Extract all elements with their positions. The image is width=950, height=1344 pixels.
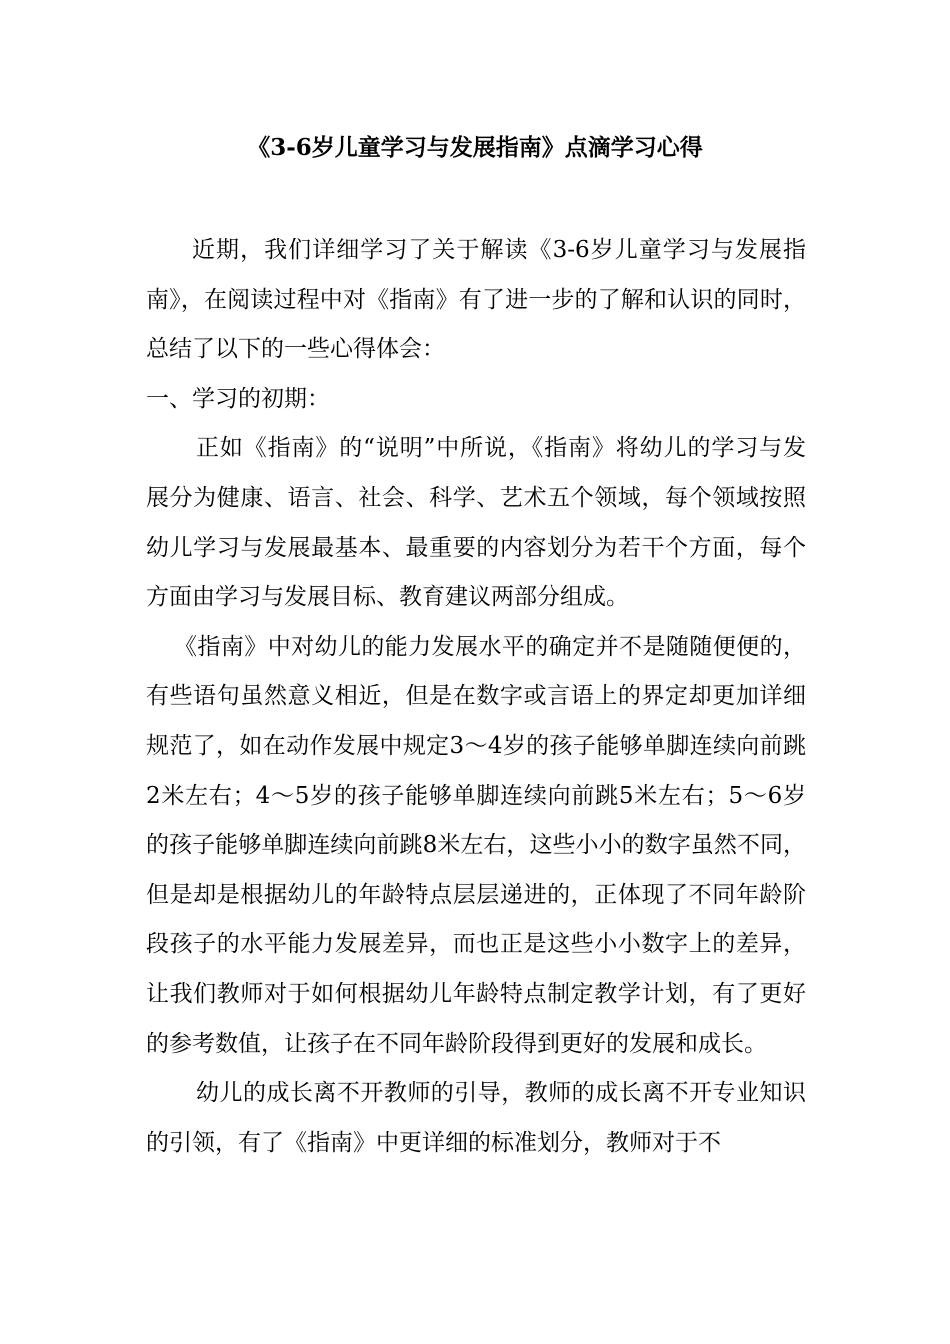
paragraph-teacher-growth: 幼儿的成长离不开教师的引导，教师的成长离不开专业知识的引领，有了《指南》中更详细的标准划分，教师对于不 [146,1080,806,1156]
paragraph-intro: 近期，我们详细学习了关于解读《3-6岁儿童学习与发展指南》，在阅读过程中对《指南》有了进一步的了解和认识的同时，总结了以下的一些心得体会： [146,237,806,363]
paragraph-development-levels: 《指南》中对幼儿的能力发展水平的确定并不是随随便便的，有些语句虽然意义相近，但是在数字或言语上的界定却更加详细规范了，如在动作发展中规定3～4岁的孩子能够单脚连续向前跳2米左右；4～5岁的孩子能够单脚连续向前跳5米左右；5～6岁的孩子能够单脚连续向前跳8米左右，这些小小的数字虽然不同，但是却是根据幼儿的年龄特点层层递进的，正体现了不同年龄阶段孩子的水平能力发展差异，而也正是这些小小数字上的差异，让我们教师对于如何根据幼儿年龄特点制定教学计划，有了更好的参考数值，让孩子在不同年龄阶段得到更好的发展和成长。 [146,633,806,1057]
document-title: 《3-6岁儿童学习与发展指南》点滴学习心得 [247,134,703,161]
document-body [146,226,806,1168]
paragraph-domains: 正如《指南》的“说明”中所说，《指南》将幼儿的学习与发展分为健康、语言、社会、科学、艺术五个领域，每个领域按照幼儿学习与发展最基本、最重要的内容划分为若干个方面，每个方面由学习与发展目标、教育建议两部分组成。 [146,435,806,611]
section-heading-1: 一、学习的初期： [146,385,330,412]
